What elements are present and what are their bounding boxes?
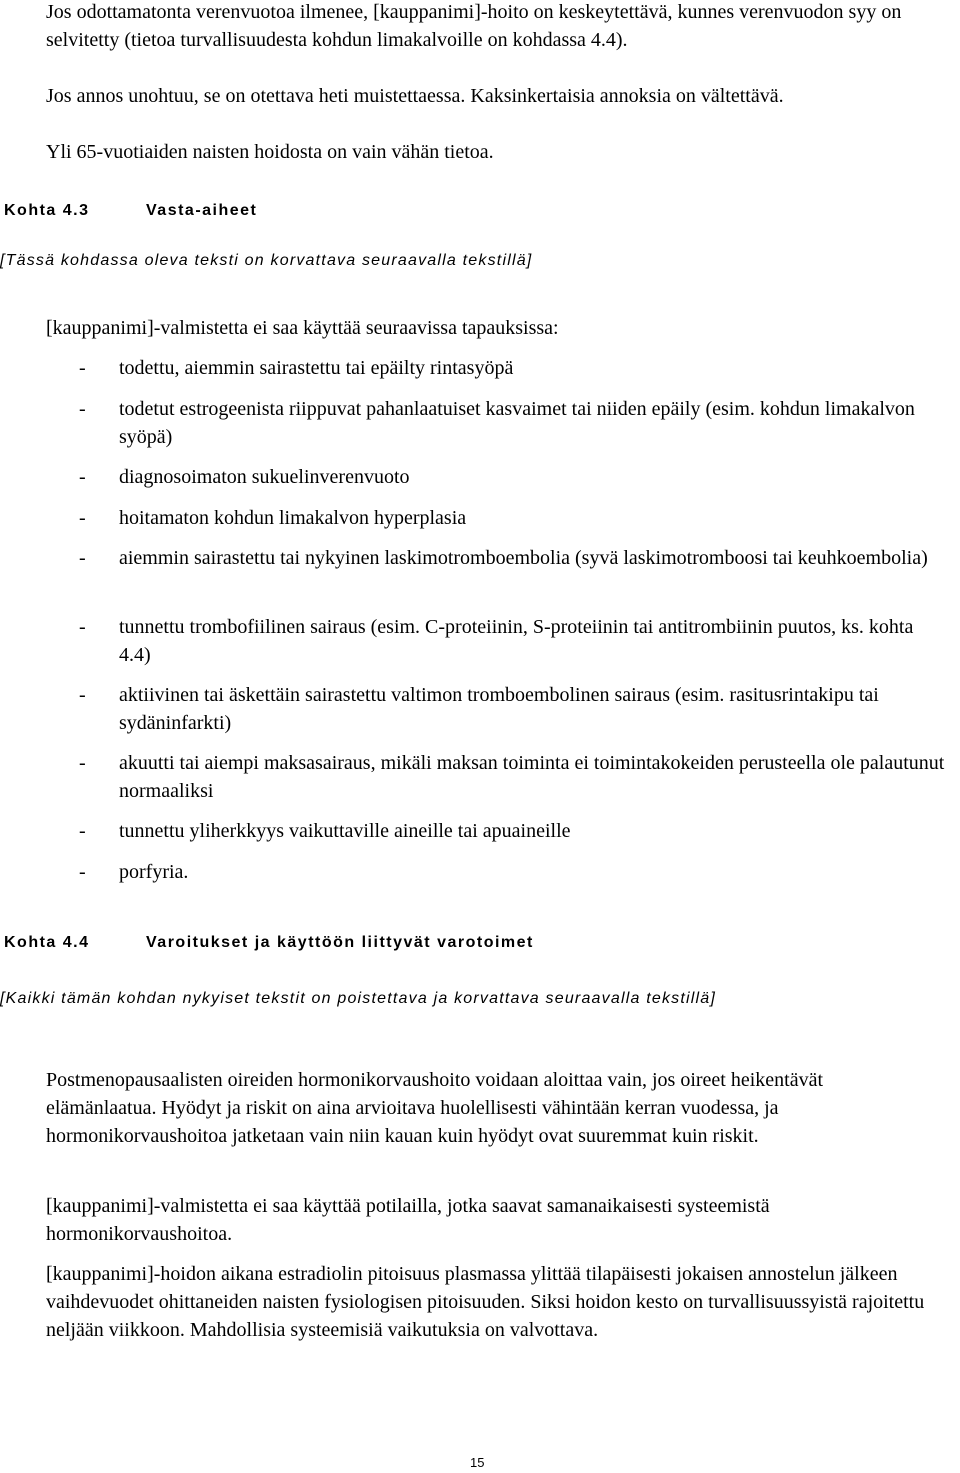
section-4-4-note: [Kaikki tämän kohdan nykyiset tekstit on poistettava ja korvattava seuraavalla tekstillä] [0, 990, 716, 1007]
section-4-4-number: Kohta 4.4 [4, 934, 90, 951]
paragraph-over-65: Yli 65-vuotiaiden naisten hoidosta on vain vähän tietoa. [46, 141, 494, 163]
list-item-text: akuutti tai aiempi maksasairaus, mikäli maksan toiminta ei toimintakokeiden perusteella ole palautunut normaaliksi [119, 752, 945, 802]
list-item-text: aktiivinen tai äskettäin sairastettu valtimon tromboembolinen sairaus (esim. rasitusrintakipu tai sydäninfarkti) [119, 684, 879, 734]
list-dash: - [79, 507, 86, 529]
section-4-3-note: [Tässä kohdassa oleva teksti on korvattava seuraavalla tekstillä] [0, 252, 533, 269]
list-dash: - [79, 684, 86, 706]
list-item-text: aiemmin sairastettu tai nykyinen laskimotromboembolia (syvä laskimotromboosi tai keuhkoembolia) [119, 547, 928, 569]
page-number: 15 [470, 1455, 485, 1470]
paragraph-hrt-postmenopausal: Postmenopausaalisten oireiden hormonikorvaushoito voidaan aloittaa vain, jos oireet heikentävät elämänlaatua. Hyödyt ja riskit on aina arvioitava huolellisesti vähintään kerran vuodessa, ja hormonikorvaushoitoa jatketaan vain niin kauan kuin hyödyt ovat suuremmat kuin riskit. [46, 1069, 824, 1147]
list-item-text: tunnettu yliherkkyys vaikuttaville aineille tai apuaineille [119, 820, 571, 842]
paragraph-estradiol-levels: [kauppanimi]-hoidon aikana estradiolin pitoisuus plasmassa ylittää tilapäisesti jokaisen annostelun jälkeen vaihdevuodet ohittaneiden naisten fysiologisen pitoisuuden. Siksi hoidon kesto on turvallisuussyistä rajoitettu neljään viikkoon. Mahdollisia systeemisiä vaikutuksia on valvottava. [46, 1263, 925, 1341]
list-dash: - [79, 820, 86, 842]
section-4-4-title: Varoitukset ja käyttöön liittyvät varotoimet [146, 934, 534, 951]
list-dash: - [79, 616, 86, 638]
list-dash: - [79, 861, 86, 883]
list-item-text: tunnettu trombofiilinen sairaus (esim. C-proteiinin, S-proteiinin tai antitrombiinin puutos, ks. kohta 4.4) [119, 616, 914, 666]
section-4-3-intro: [kauppanimi]-valmistetta ei saa käyttää seuraavissa tapauksissa: [46, 317, 559, 339]
list-item-text: porfyria. [119, 861, 189, 883]
paragraph-missed-dose: Jos annos unohtuu, se on otettava heti muistettaessa. Kaksinkertaisia annoksia on vältettävä. [46, 85, 784, 107]
list-dash: - [79, 752, 86, 774]
list-item-text: hoitamaton kohdun limakalvon hyperplasia [119, 507, 467, 529]
list-dash: - [79, 547, 86, 569]
paragraph-bleeding: Jos odottamatonta verenvuotoa ilmenee, [kauppanimi]-hoito on keskeytettävä, kunnes verenvuodon syy on selvitetty (tietoa turvallisuudesta kohdun limakalvoille on kohdassa 4.4). [46, 1, 902, 51]
section-4-3-title: Vasta-aiheet [146, 202, 258, 219]
section-4-3-number: Kohta 4.3 [4, 202, 90, 219]
list-dash: - [79, 466, 86, 488]
list-dash: - [79, 357, 86, 379]
list-item-text: todettu, aiemmin sairastettu tai epäilty rintasyöpä [119, 357, 514, 379]
list-item-text: todetut estrogeenista riippuvat pahanlaatuiset kasvaimet tai niiden epäily (esim. kohdun limakalvon syöpä) [119, 398, 915, 448]
paragraph-systemic-hrt: [kauppanimi]-valmistetta ei saa käyttää potilailla, jotka saavat samanaikaisesti systeemistä hormonikorvaushoitoa. [46, 1195, 770, 1245]
list-item-text: diagnosoimaton sukuelinverenvuoto [119, 466, 410, 488]
list-dash: - [79, 398, 86, 420]
